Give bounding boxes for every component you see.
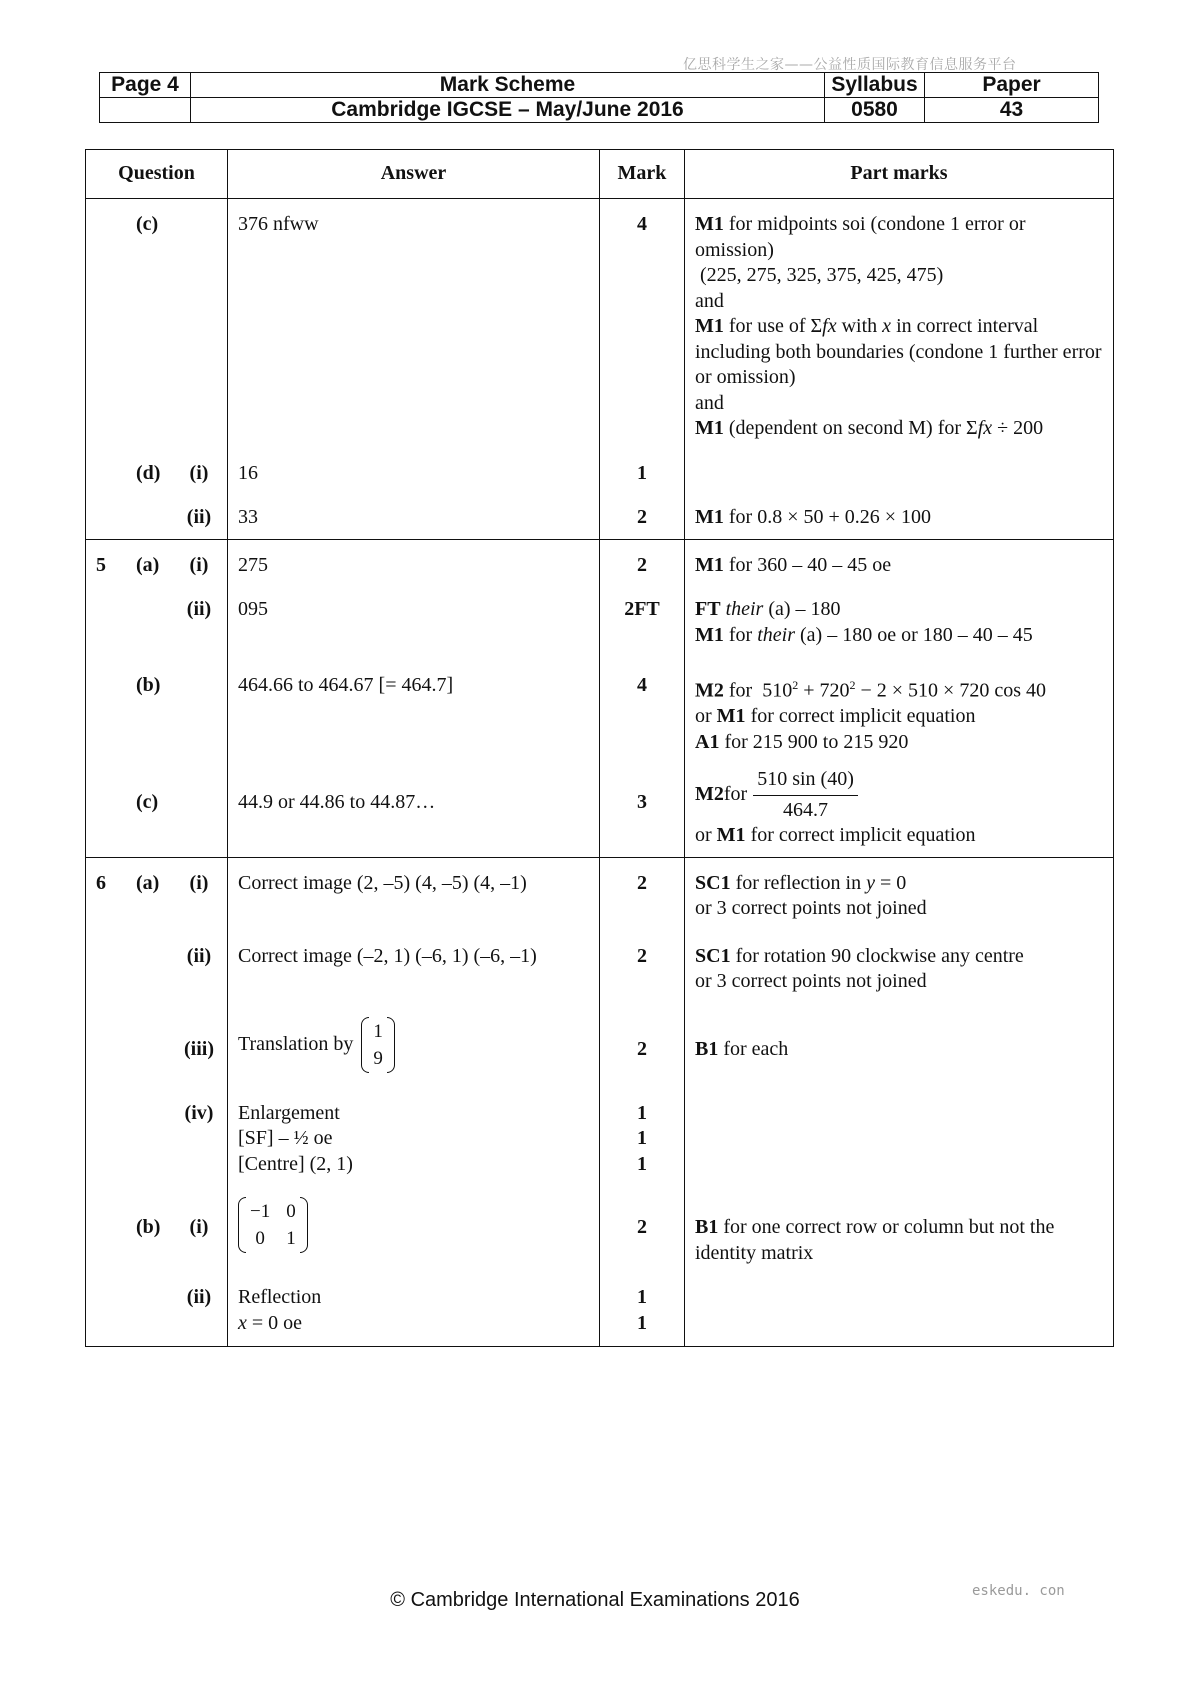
part-marks-cell	[685, 1266, 1114, 1347]
answer-cell	[228, 1177, 600, 1266]
col-question: Question	[86, 150, 228, 199]
table-row: (ii) 095 2FT FT their (a) – 180 M1 for their (a) – 180 oe or 180 – 40 – 45	[86, 578, 1114, 648]
question-number: 6	[96, 871, 106, 894]
answer-cell: 095	[228, 578, 600, 648]
table-row: (ii) Reflection x = 0 oe 1 1	[86, 1266, 1114, 1347]
mark-cell: 1	[600, 442, 685, 487]
question-part: (c)	[136, 213, 159, 235]
paper-label: Paper	[925, 73, 1099, 98]
table-row: (b) 464.66 to 464.67 [= 464.7] 4 M2 for $510^2 + 720^2 - 2 \times 510 \times 720$ cos 40 or M1 for correct implicit equation A1 for 215 900 to 215 920	[86, 648, 1114, 755]
table-row: (ii) 33 2 M1 for 0.8 × 50 + 0.26 × 100	[86, 486, 1114, 539]
answer-cell: 16	[228, 442, 600, 487]
mark-cell: 3	[600, 755, 685, 857]
table-row: 5 (a) (i) 275 2 M1 for 360 – 40 – 45 oe	[86, 539, 1114, 578]
table-row: (ii) Correct image (–2, 1) (–6, 1) (–6, –1) 2 SC1 for rotation 90 clockwise any centre or 3 correct points not joined	[86, 922, 1114, 995]
part-marks-cell: M2 for $\frac{510 \sin (40)}{464.7}$ or M1 for correct implicit equation	[685, 755, 1114, 857]
mark-cell: 4	[600, 199, 685, 442]
doc-title: Mark Scheme	[191, 73, 825, 98]
answer-cell: Enlargement [SF] – ½ oe [Centre] (2, 1)	[228, 1073, 600, 1178]
mark-cell: 4	[600, 648, 685, 755]
mark-cell: 2	[600, 1177, 685, 1266]
answer-cell: 44.9 or 44.86 to 44.87…	[228, 755, 600, 857]
part-marks-cell	[685, 1073, 1114, 1178]
question-number: 5	[96, 553, 106, 576]
part-marks-cell: M1 for midpoints soi (condone 1 error or omission) (225, 275, 325, 375, 425, 475) and M1 for use of Σfx with x in correct interval including both boundaries (condone 1 further error or omission) and M1 (dependent on second M) for Σfx ÷ 200	[685, 199, 1114, 442]
answer-cell: Reflection x = 0 oe	[228, 1266, 600, 1347]
table-row: (iii) Translation by 1 9 2 B1 for each	[86, 995, 1114, 1073]
mark-cell: 1 1 1	[600, 1073, 685, 1178]
mark-cell: 2FT	[600, 578, 685, 648]
answer-cell: 464.66 to 464.67 [= 464.7]	[228, 648, 600, 755]
part-marks-cell: FT their (a) – 180 M1 for their (a) – 180 oe or 180 – 40 – 45	[685, 578, 1114, 648]
answer-cell: Translation by 1 9	[228, 995, 600, 1073]
part-marks-cell: SC1 for rotation 90 clockwise any centre or 3 correct points not joined	[685, 922, 1114, 995]
answer-cell: Correct image (–2, 1) (–6, 1) (–6, –1)	[228, 922, 600, 995]
fraction: $\frac{510 \sin (40)}{464.7}$	[753, 767, 858, 823]
answer-cell: 275	[228, 539, 600, 578]
watermark: 亿思科学生之家——公益性质国际教育信息服务平台	[683, 57, 1017, 73]
part-marks-cell: SC1 for reflection in y = 0 or 3 correct points not joined	[685, 857, 1114, 922]
part-marks-cell	[685, 442, 1114, 487]
mark-cell: 2	[600, 995, 685, 1073]
part-marks-cell: B1 for one correct row or column but not the identity matrix	[685, 1177, 1114, 1266]
column-headers	[86, 150, 1114, 199]
matrix: −1 0 0 1	[238, 1197, 308, 1253]
answer-cell: Correct image (2, –5) (4, –5) (4, –1)	[228, 857, 600, 922]
part-marks-cell: M1 for 0.8 × 50 + 0.26 × 100	[685, 486, 1114, 539]
answer-cell: 33	[228, 486, 600, 539]
mark-cell: 2	[600, 486, 685, 539]
page-header	[99, 72, 1099, 123]
doc-subtitle: Cambridge IGCSE – May/June 2016	[191, 98, 825, 123]
paper-code: 43	[925, 98, 1099, 123]
part-marks-cell: M2 for $510^2 + 720^2 - 2 \times 510 \times 720$ cos 40 or M1 for correct implicit equation A1 for 215 900 to 215 920	[685, 648, 1114, 755]
page-number: Page 4	[100, 73, 191, 98]
syllabus-label: Syllabus	[825, 73, 925, 98]
header-blank	[100, 98, 191, 123]
table-row: (iv) Enlargement [SF] – ½ oe [Centre] (2, 1) 1 1 1	[86, 1073, 1114, 1178]
col-part-marks: Part marks	[685, 150, 1114, 199]
column-vector: 1 9	[361, 1017, 395, 1073]
part-marks-cell: B1 for each	[685, 995, 1114, 1073]
table-row: (d) (i) 16 1	[86, 442, 1114, 487]
mark-cell: 1 1	[600, 1266, 685, 1347]
table-row	[86, 199, 1114, 442]
site-watermark: eskedu. con	[972, 1583, 1065, 1599]
answer-cell: 376 nfww	[228, 199, 600, 442]
part-marks-cell: M1 for 360 – 40 – 45 oe	[685, 539, 1114, 578]
mark-cell: 2	[600, 857, 685, 922]
table-row: (b) (i) −1 0 0 1 2 B1 for one correct row or column but not the identity matrix	[86, 1177, 1114, 1266]
syllabus-code: 0580	[825, 98, 925, 123]
copyright-footer: © Cambridge International Examinations 2016	[390, 1589, 800, 1611]
col-answer: Answer	[228, 150, 600, 199]
table-row: (c) 44.9 or 44.86 to 44.87… 3 M2 for $\frac{510 \sin (40)}{464.7}$ or M1 for correct implicit equation	[86, 755, 1114, 857]
mark-cell: 2	[600, 539, 685, 578]
table-row: 6 (a) (i) Correct image (2, –5) (4, –5) (4, –1) 2 SC1 for reflection in y = 0 or 3 correct points not joined	[86, 857, 1114, 922]
mark-scheme-table	[85, 149, 1114, 1347]
col-mark: Mark	[600, 150, 685, 199]
mark-cell: 2	[600, 922, 685, 995]
